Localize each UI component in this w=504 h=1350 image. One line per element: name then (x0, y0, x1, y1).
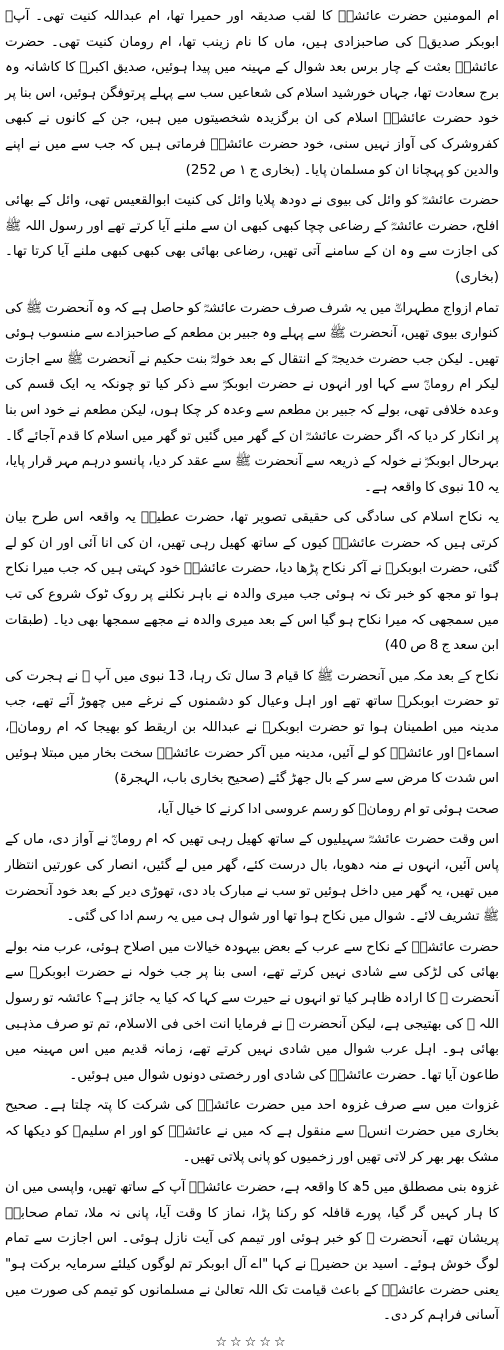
paragraph-marriage-proposal: تمام ازواج مطہراتؓ میں یہ شرف صرف حضرت عائشہؓ کو حاصل ہے کہ وہ آنحضرت ﷺ کی کنواری بیوی تھیں، آنحضرت ﷺ سے پہلے وہ جبیر بن مطعم کے صاحبزادے سے منسوب ہوئی تھیں۔ لیکن جب حضرت خدیجہؓ کے انتقال کے بعد خولہؓ بنت حکیم نے آنحضرت ﷺ سے اجازت لیکر ام رومانؓ سے کہا اور انہوں نے حضرت ابوبکرؓ سے ذکر کیا تو چونکہ یہ ایک قسم کی وعدہ خلافی تھی، بولے کہ جبیر بن مطعم سے وعدہ کر چکا ہوں، لیکن مطعم نے خود اس بنا پر انکار کر دیا کہ اگر حضرت عائشہؓ ان کے گھر میں گئیں تو گھر میں اسلام کا قدم آجائے گا۔ بہرحال ابوبکرؓ نے خولہ کے ذریعہ سے آنحضرت ﷺ سے عقد کر دیا، پانسو درہم مہر قرار پایا، یہ 10 نبوی کا واقعہ ہے۔ (5, 300, 499, 495)
footer-separator: ☆☆☆☆☆ (215, 1334, 289, 1350)
paragraph-reform: حضرت عائشہؓ کے نکاح سے عرب کے بعض بیہودہ خیالات میں اصلاح ہوئی، عرب منہ بولے بھائی کی لڑکی سے شادی نہیں کرتے تھے، اسی بنا پر جب خولہ نے حضرت ابوبکرؓ سے آنحضرت ﷺ کا ارادہ ظاہر کیا تو انہوں نے حیرت سے کہا کہ کیا یہ جائز ہے؟ عائشہ تو رسول اللہ ﷺ کی بھتیجی ہے، لیکن آنحضرت ﷺ نے فرمایا انت اخی فی الاسلام، تم تو صرف مذہبی بھائی ہو۔ اہل عرب شوال میں شادی نہیں کرتے تھے، زمانہ قدیم میں اس مہینہ میں طاعون آیا تھا۔ حضرت عائشہؓ کی شادی اور رخصتی دونوں شوال میں ہوئیں۔ (5, 939, 499, 1083)
paragraph-nikah-simplicity: یہ نکاح اسلام کی سادگی کی حقیقی تصویر تھا، حضرت عطیہؓ یہ واقعہ اس طرح بیان کرتی ہیں کہ حضرت عائشہؓ کیوں کے ساتھ کھیل رہی تھیں، ان کی انا آئی اور ان کو لے گئی، حضرت ابوبکرؓ نے آکر نکاح پڑھا دیا، حضرت عائشہؓ خود کہتی ہیں کہ جب میرا نکاح ہوا تو مجھ کو خبر تک نہ ہوئی جب میری والدہ نے باہر نکلنے پر روک ٹوک شروع کی تب میں سمجھی کہ میرا نکاح ہو گیا اس کے بعد میری والدہ نے مجھے سمجھا بھی دیا۔ (طبقات ابن سعد ج 8 ص 40) (5, 510, 499, 654)
paragraph-hijrah: نکاح کے بعد مکہ میں آنحضرت ﷺ کا قیام 3 سال تک رہا، 13 نبوی میں آپ ﷺ نے ہجرت کی تو حضرت ابوبکرؓ ساتھ تھے اور اہل وعیال کو دشمنوں کے نرغے میں چھوڑ آئے تھے، جب مدینہ میں اطمینان ہوا تو حضرت ابوبکرؓ نے عبداللہ بن اریقط کو بھیجا کہ ام رومانؓ، اسماءؓ اور عائشہؓ کو لے آئیں، مدینہ میں آکر حضرت عائشہؓ سخت بخار میں مبتلا ہوئیں اس شدت کا مرض سے سر کے بال جھڑ گئے (صحیح بخاری باب، الہجرۃ) (5, 668, 499, 787)
paragraph-ghazwat: غزوات میں سے صرف غزوہ احد میں حضرت عائشہؓ کی شرکت کا پتہ چلتا ہے۔ صحیح بخاری میں حضرت انسؓ سے منقول ہے کہ میں نے عائشہؓ کو اور ام سلیمؓ کو دیکھا کہ مشک بھر بھر کر لاتی تھیں اور زخمیوں کو پانی پلاتی تھیں۔ (5, 1098, 499, 1165)
paragraph-foster-relations: حضرت عائشہؓ کو وائل کی بیوی نے دودھ پلایا وائل کی کنیت ابوالقعیس تھی، وائل کے بھائی افلح، حضرت عائشہؓ کے رضاعی چچا کبھی کبھی ان سے ملنے آیا کرتے تھے اور رسول اللہ ﷺ کی اجازت سے وہ ان کے سامنے آتی تھیں، رضاعی بھائی بھی کبھی کبھی ملنے آیا کرتا تھا۔ (بخاری) (5, 193, 499, 285)
paragraph-recovery: صحت ہوئی تو ام رومانؓ کو رسم عروسی ادا کرنے کا خیال آیا، (157, 801, 499, 817)
paragraph-tayammum: غزوہ بنی مصطلق میں 5ھ کا واقعہ ہے، حضرت عائشہؓ آپ کے ساتھ تھیں، واپسی میں ان کا ہار کہیں گر گیا، پورے قافلہ کو رکنا پڑا، نماز کا وقت آیا، پانی نہ ملا، تمام صحابہؓ پریشان تھے، آنحضرت ﷺ کو خبر ہوئی اور تیمم کی آیت نازل ہوئی۔ اس اجازت سے تمام لوگ خوش ہوئے۔ اسید بن حضیرؓ نے کہا "اے آل ابوبکر تم لوگوں کیلئے سرمایہ برکت ہو" یعنی حضرت عائشہؓ کے باعث قیامت تک اللہ تعالیٰ نے مسلمانوں کو تیمم کی صورت میں آسانی فراہم کر دی۔ (5, 1180, 499, 1324)
paragraph-rukhsati: اس وقت حضرت عائشہؓ سہیلیوں کے ساتھ کھیل رہی تھیں کہ ام رومانؓ نے آواز دی، ماں کے پاس آئیں، انہوں نے منہ دھویا، بال درست کئے، گھر میں لے گئیں، انصار کی عورتیں انتظار میں تھیں، یہ گھر میں داخل ہوئیں تو سب نے مبارک باد دی، تھوڑی دیر کے بعد خود آنحضرت ﷺ تشریف لائے۔ شوال میں نکاح ہوا تھا اور شوال ہی میں یہ رسم ادا کی گئی۔ (5, 832, 499, 925)
paragraph-intro: ام المومنین حضرت عائشہؓ کا لقب صدیقہ اور حمیرا تھا، ام عبداللہ کنیت تھی۔ آپؓ ابوبکر صدیقؓ کی صاحبزادی ہیں، ماں کا نام زینب تھا، ام رومان کنیت تھی۔ حضرت عائشہؓ بعثت کے چار برس بعد شوال کے مہینہ میں پیدا ہوئیں، صدیق اکبرؓ کا کاشانہ وہ برج سعادت تھا، جہاں خورشید اسلام کی شعاعیں سب سے پہلے پرتوفگن ہوئیں، اس بنا پر خود حضرت عائشہؓ اسلام کی ان برگزیدہ شخصیتوں میں ہیں، جن کے کانوں نے کبھی کفروشرک کی آواز نہیں سنی، خود حضرت عائشہؓ فرماتی ہیں کہ جب سے میں نے اپنے والدین کو پہچانا ان کو مسلمان پایا۔ (بخاری ج ۱ ص 252) (5, 9, 499, 178)
